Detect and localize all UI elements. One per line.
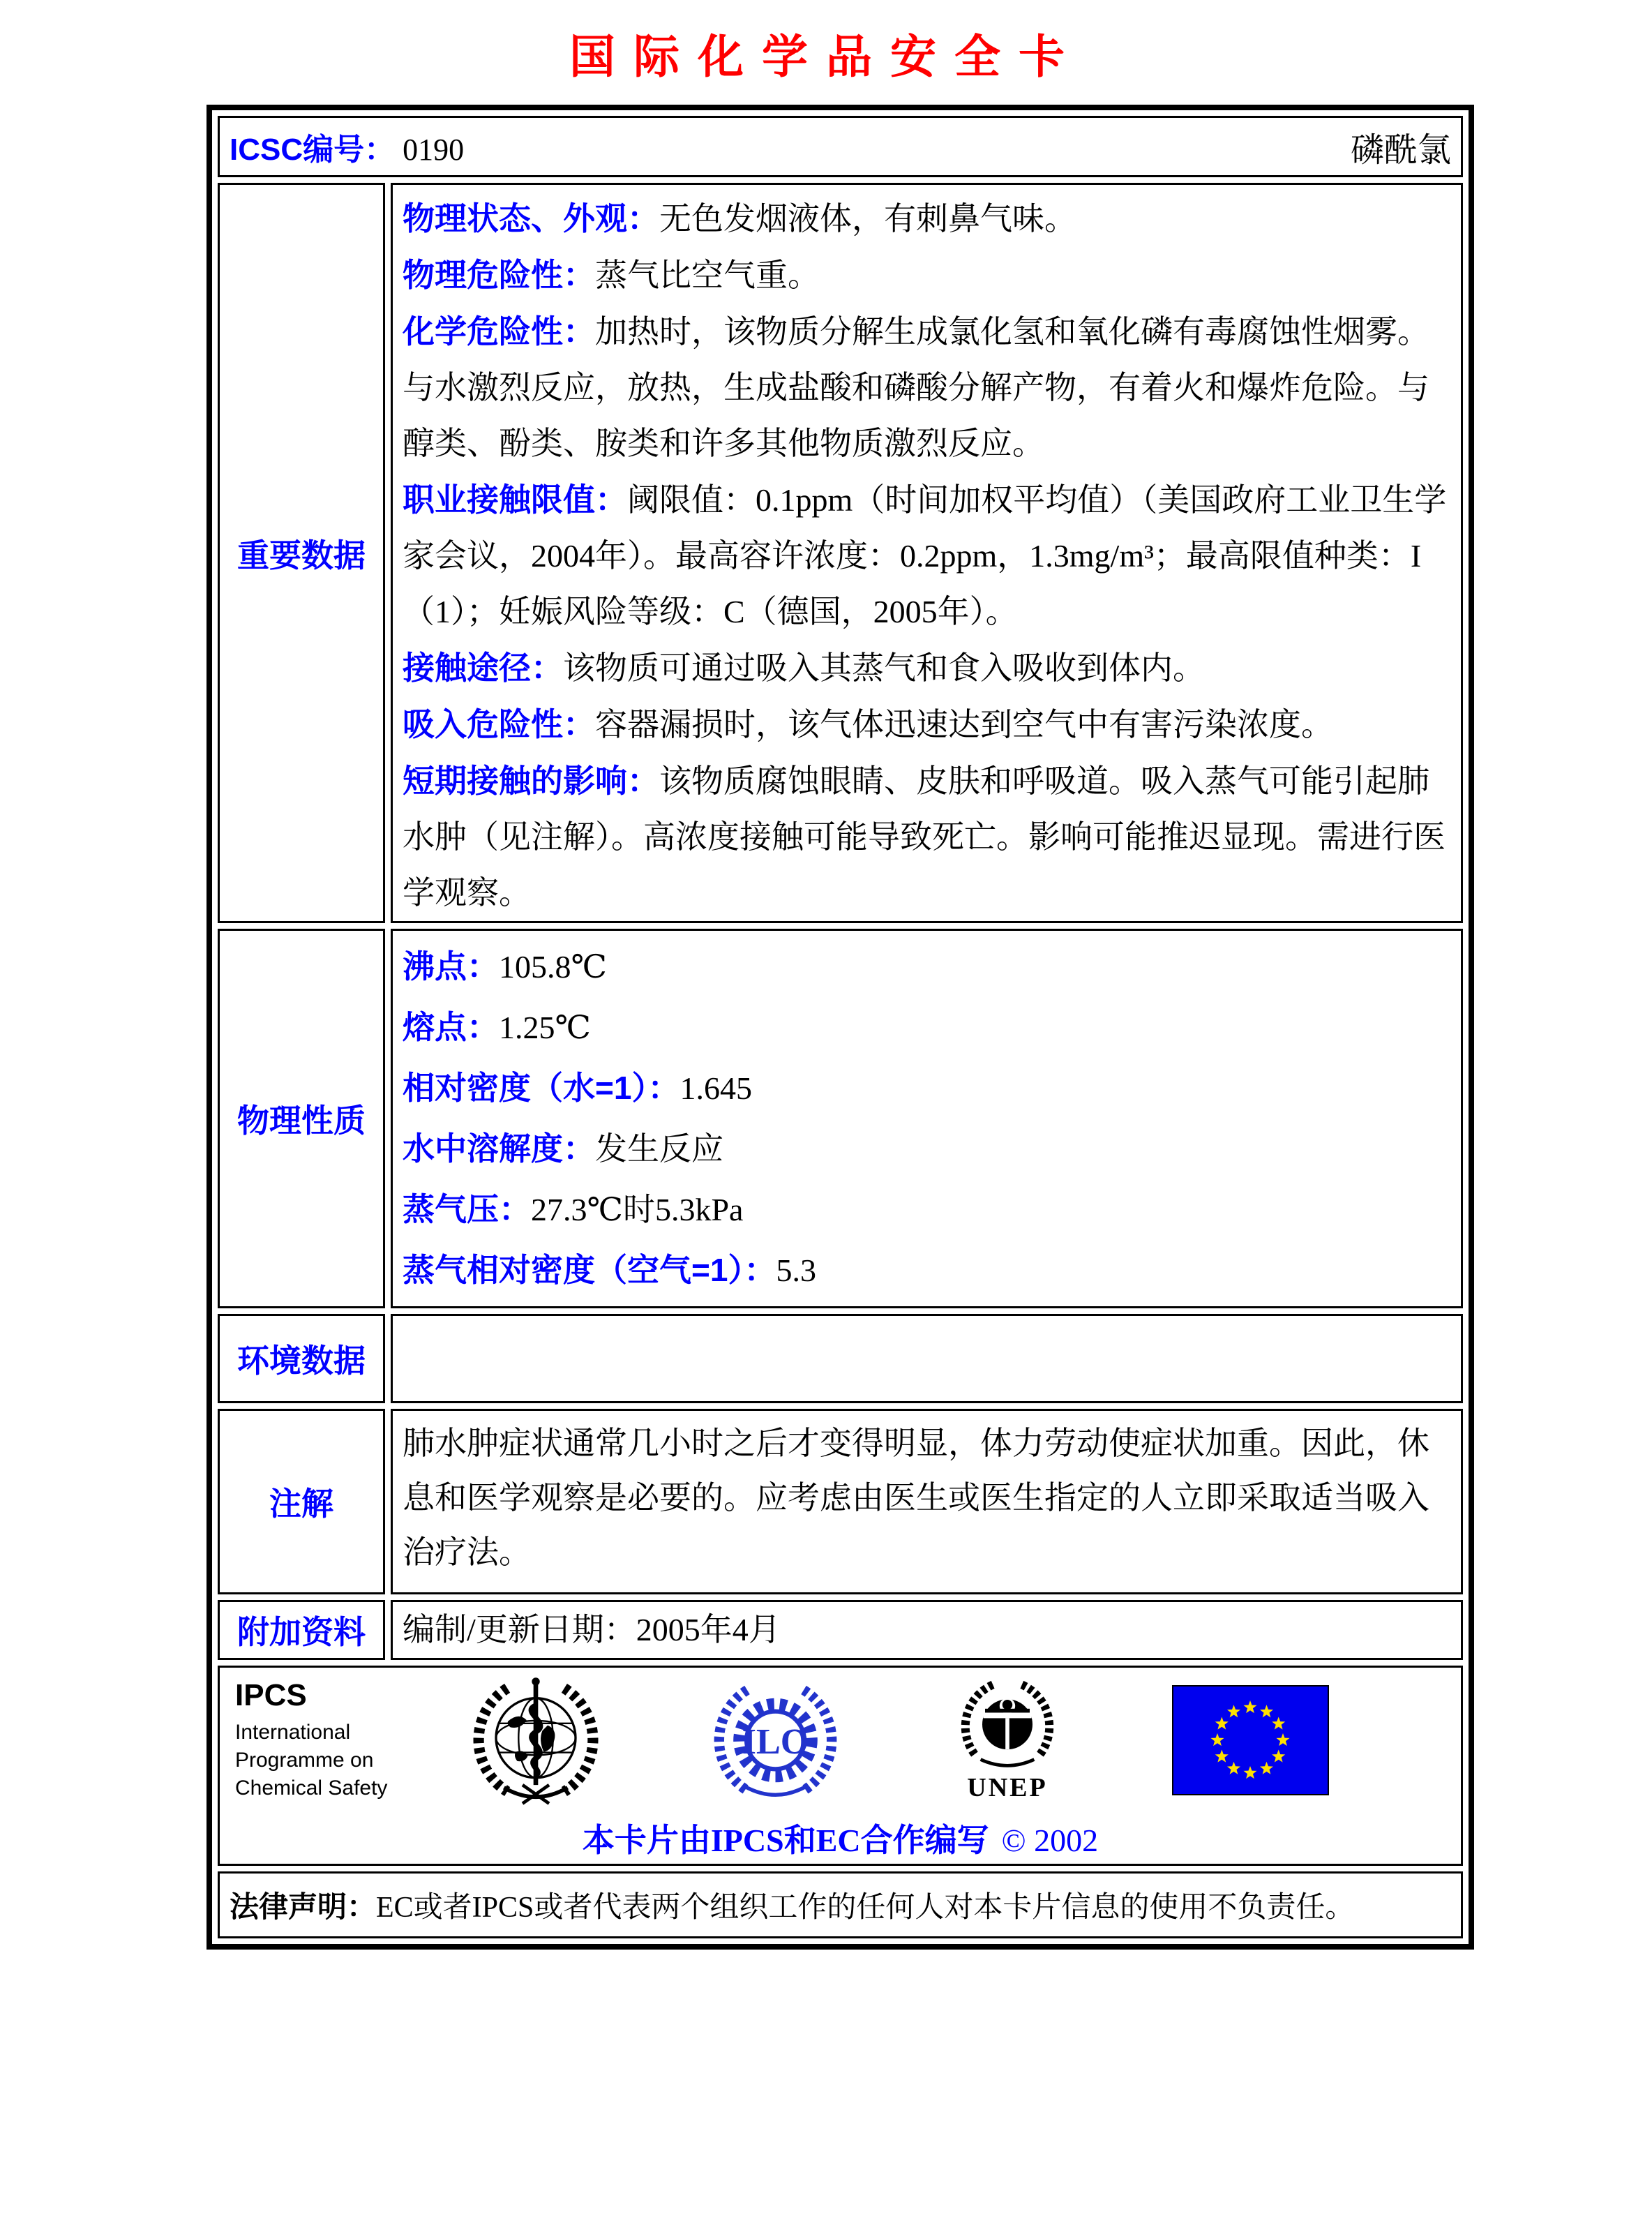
row-label-environmental-data: 环境数据 (218, 1314, 385, 1403)
eu-flag-icon (1172, 1685, 1329, 1795)
ilo-logo-text: ILO (742, 1721, 809, 1762)
field-value: 无色发烟液体，有刺鼻气味。 (659, 201, 1076, 237)
environmental-data-row (218, 1314, 1463, 1403)
property-row (403, 1240, 1451, 1301)
field-label: 吸入危险性： (403, 706, 595, 742)
icsc-number-label: ICSC编号： (230, 133, 396, 167)
ipcs-subtitle-line: Chemical Safety (235, 1776, 388, 1800)
logos-row (218, 1666, 1463, 1866)
legal-row (218, 1871, 1463, 1938)
field-value: 蒸气比空气重。 (595, 257, 820, 293)
field-label: 短期接触的影响： (403, 763, 659, 799)
field-value: 105.8℃ (499, 949, 607, 985)
header-row (218, 116, 1463, 177)
ilo-logo-icon (711, 1677, 840, 1803)
legal-text: EC或者IPCS或者代表两个组织工作的任何人对本卡片信息的使用不负责任。 (376, 1892, 1355, 1924)
notes-row (218, 1409, 1463, 1594)
property-row (403, 1179, 1451, 1240)
page-title: 国际化学品安全卡 (569, 29, 1083, 84)
data-item (403, 472, 1451, 640)
data-item (403, 640, 1451, 696)
field-label: 物理危险性： (403, 257, 595, 293)
notes-content (391, 1409, 1463, 1594)
copyright-line (220, 1815, 1461, 1861)
property-row (403, 997, 1451, 1058)
data-item (403, 190, 1451, 247)
field-value: 该物质腐蚀眼睛、皮肤和呼吸道。吸入蒸气可能引起肺水肿（见注解）。高浓度接触可能导致死亡。影响可能推迟显现。需进行医学观察。 (403, 763, 1446, 911)
field-value: 1.645 (679, 1070, 752, 1106)
additional-info-text: 编制/更新日期：2005年4月 (403, 1612, 781, 1647)
unep-logo-icon (952, 1677, 1063, 1773)
field-value: 5.3 (776, 1252, 816, 1288)
field-value: 加热时，该物质分解生成氯化氢和氧化磷有毒腐蚀性烟雾。与水激烈反应，放热，生成盐酸和磷酸分解产物，有着火和爆炸危险。与醇类、酚类、胺类和许多其他物质激烈反应。 (403, 314, 1429, 461)
field-value: 该物质可通过吸入其蒸气和食入吸收到体内。 (563, 650, 1205, 686)
ipcs-block (235, 1678, 444, 1802)
data-item (403, 696, 1451, 753)
who-logo-icon (470, 1672, 602, 1808)
field-label: 职业接触限值： (403, 481, 627, 518)
field-label: 物理状态、外观： (403, 200, 659, 237)
row-label-physical-properties: 物理性质 (218, 929, 385, 1308)
row-label-additional-info: 附加资料 (218, 1600, 385, 1660)
row-label-notes: 注解 (218, 1409, 385, 1594)
copyright-text: 本卡片由IPCS和EC合作编写 (582, 1823, 989, 1858)
logos-section (218, 1666, 1463, 1866)
icsc-number-group (230, 124, 464, 169)
field-value: 容器漏损时，该气体迅速达到空气中有害污染浓度。 (595, 707, 1333, 742)
field-label: 蒸气相对密度（空气=1）： (403, 1252, 776, 1288)
field-label: 接触途径： (403, 650, 563, 686)
property-row (403, 936, 1451, 997)
additional-info-content (391, 1600, 1463, 1660)
field-label: 熔点： (403, 1009, 499, 1045)
ipcs-subtitle-line: International (235, 1720, 351, 1744)
chemical-name: 磷酰氯 (1350, 131, 1451, 169)
property-row (403, 1119, 1451, 1179)
environmental-data-content (391, 1314, 1463, 1403)
legal-label: 法律声明： (230, 1890, 377, 1923)
header-cell (218, 116, 1463, 177)
physical-properties-content (391, 929, 1463, 1308)
row-label-important-data: 重要数据 (218, 183, 385, 923)
icsc-number-value: 0190 (403, 133, 465, 167)
field-label: 蒸气压： (403, 1191, 531, 1227)
field-value: 27.3℃时5.3kPa (531, 1192, 744, 1227)
data-item (403, 247, 1451, 304)
physical-properties-row (218, 929, 1463, 1308)
field-value: 阈限值：0.1ppm（时间加权平均值）（美国政府工业卫生学家会议，2004年）。最高容许浓度：0.2ppm，1.3mg/m³；最高限值种类：I（1）；妊娠风险等级：C（德国，2005年）。 (403, 482, 1447, 629)
data-item (403, 304, 1451, 472)
notes-text: 肺水肿症状通常几小时之后才变得明显，体力劳动使症状加重。因此，休息和医学观察是必要的。应考虑由医生或医生指定的人立即采取适当吸入治疗法。 (403, 1426, 1429, 1570)
ipcs-subtitle-line: Programme on (235, 1748, 374, 1772)
field-value: 发生反应 (595, 1131, 723, 1167)
important-data-content (391, 183, 1463, 923)
data-item (403, 753, 1451, 921)
additional-info-row (218, 1600, 1463, 1660)
icsc-card-table (206, 105, 1474, 1950)
field-value: 1.25℃ (499, 1010, 591, 1045)
unep-logo-block (952, 1677, 1063, 1803)
field-label: 相对密度（水=1）： (403, 1070, 680, 1106)
legal-cell (218, 1871, 1463, 1938)
copyright-year: © 2002 (1001, 1823, 1099, 1858)
field-label: 沸点： (403, 948, 499, 985)
field-label: 水中溶解度： (403, 1130, 595, 1167)
field-label: 化学危险性： (403, 313, 595, 350)
property-row (403, 1058, 1451, 1119)
unep-logo-text: UNEP (967, 1773, 1048, 1802)
ipcs-acronym: IPCS (235, 1677, 307, 1712)
important-data-row (218, 183, 1463, 923)
